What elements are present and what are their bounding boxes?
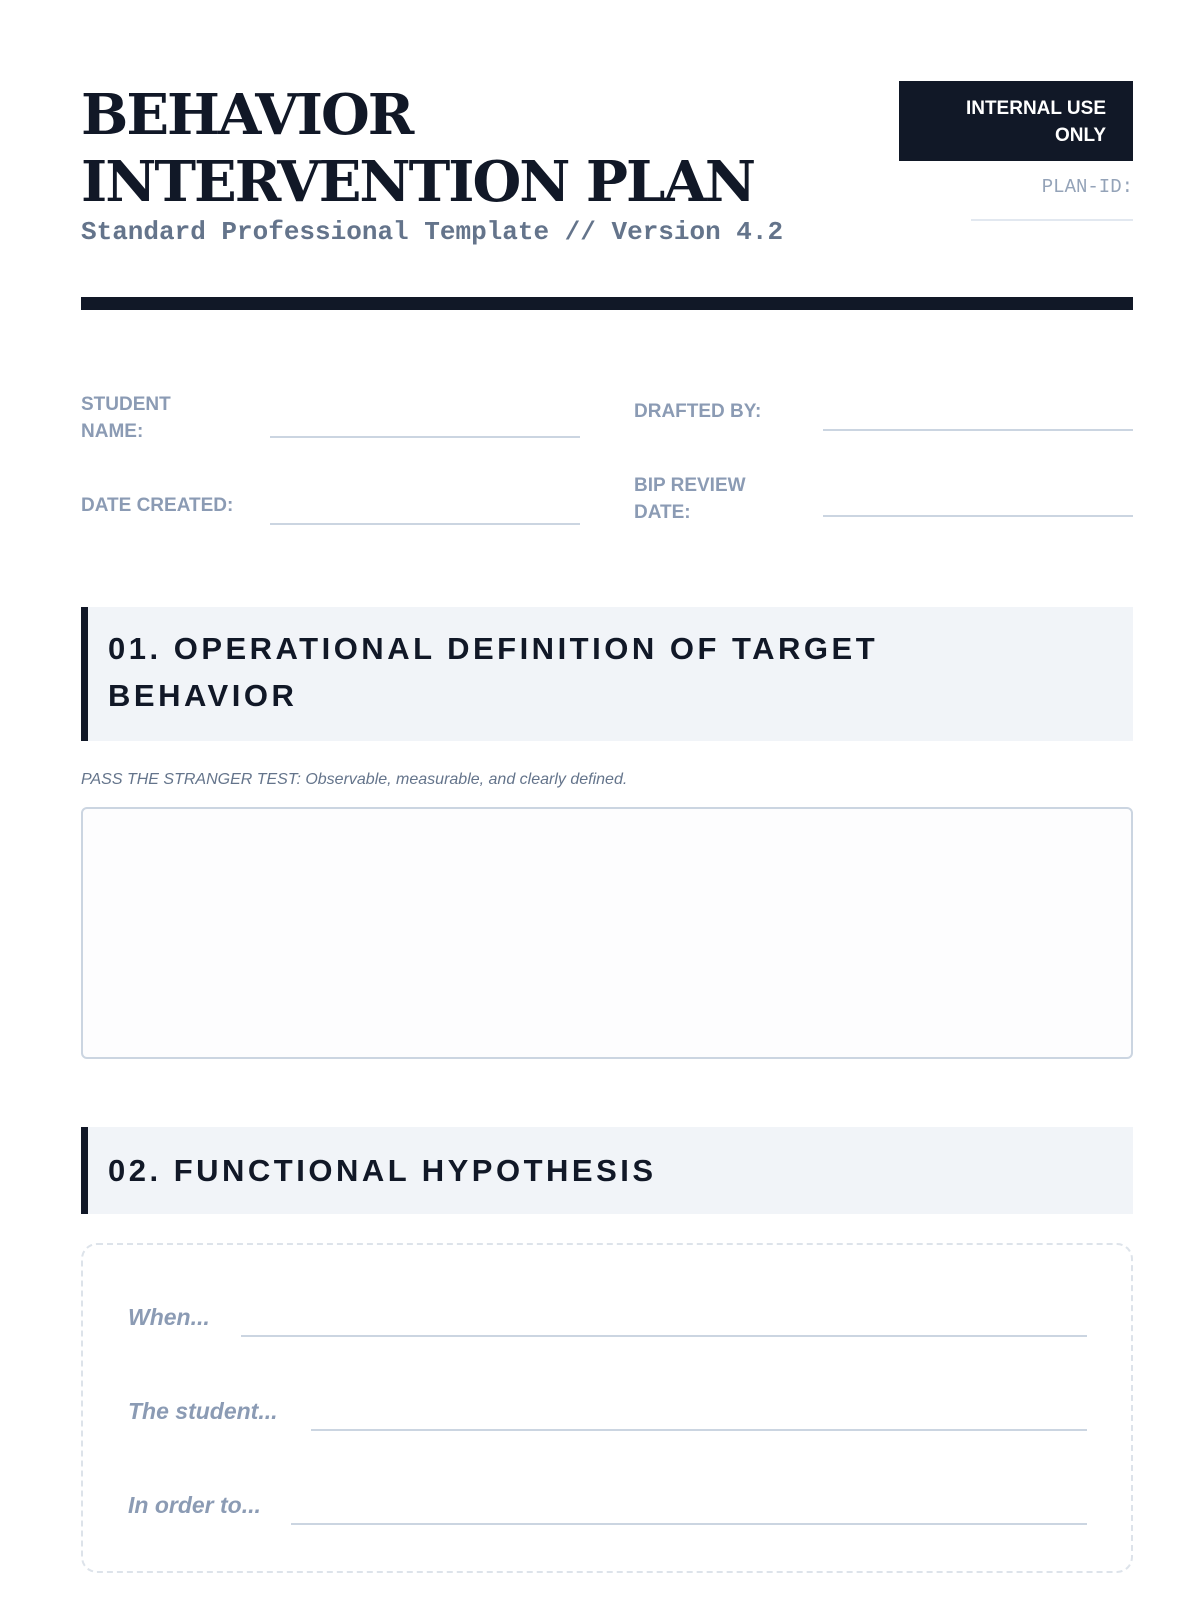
target-behavior-textarea[interactable] — [81, 807, 1133, 1059]
header-divider — [81, 297, 1133, 310]
hypothesis-field-when[interactable] — [241, 1335, 1087, 1337]
hypothesis-prompt-in-order-to: In order to... — [128, 1492, 261, 1518]
hypothesis-row-when — [128, 1297, 1087, 1337]
hypothesis-box — [81, 1243, 1133, 1573]
section-01-header — [81, 607, 1133, 741]
plan-id-field[interactable] — [971, 219, 1133, 221]
drafted-by-label: DRAFTED BY: — [634, 401, 762, 422]
hypothesis-field-student[interactable] — [311, 1429, 1087, 1431]
bip-form — [81, 0, 1133, 1600]
hypothesis-prompt-when: When... — [128, 1304, 210, 1330]
section-02-title: 02. FUNCTIONAL HYPOTHESIS — [108, 1153, 657, 1188]
date-created-label: DATE CREATED: — [81, 495, 234, 516]
hypothesis-row-student — [128, 1391, 1087, 1431]
page-subtitle: Standard Professional Template // Version 4.2 — [81, 217, 784, 247]
date-created-field[interactable] — [270, 523, 580, 525]
section-02-header — [81, 1127, 1133, 1214]
hypothesis-field-in-order-to[interactable] — [291, 1523, 1087, 1525]
internal-use-badge: INTERNAL USE ONLY — [899, 81, 1133, 161]
bip-review-date-field[interactable] — [823, 515, 1133, 517]
student-name-label: STUDENT NAME: — [81, 394, 171, 442]
page-title: BEHAVIOR INTERVENTION PLAN — [81, 82, 755, 215]
section-01-hint: PASS THE STRANGER TEST: Observable, measurable, and clearly defined. — [81, 771, 628, 788]
section-01-title: 01. OPERATIONAL DEFINITION OF TARGET BEHAVIOR — [108, 631, 879, 713]
plan-id-label: PLAN-ID: — [1041, 176, 1133, 198]
hypothesis-row-in-order-to — [128, 1485, 1087, 1525]
student-name-field[interactable] — [270, 436, 580, 438]
bip-review-date-label: BIP REVIEW DATE: — [634, 475, 746, 523]
hypothesis-prompt-student: The student... — [128, 1398, 278, 1424]
drafted-by-field[interactable] — [823, 429, 1133, 431]
